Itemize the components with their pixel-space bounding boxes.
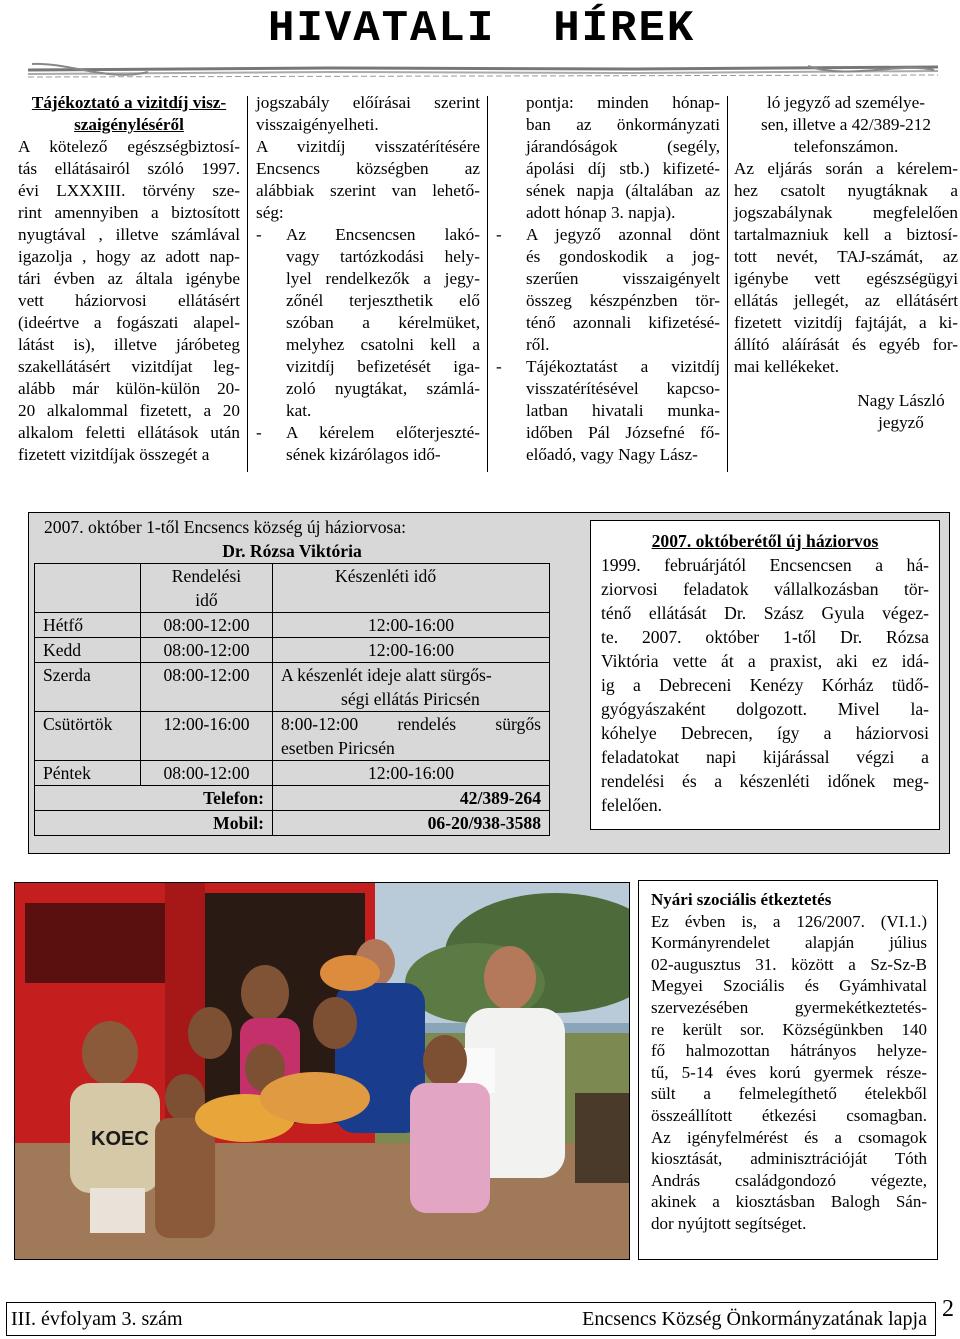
text-line: zoló nyugtákat, számlá- (286, 379, 480, 398)
text-line: rint amennyiben a biztosított (18, 203, 240, 222)
list-dash: - (496, 357, 502, 376)
new-doctor-box (590, 520, 940, 830)
hours-cell: 08:00-12:00 (141, 638, 273, 663)
table-header-empty (35, 564, 141, 613)
signature-title: jegyző (878, 413, 924, 432)
text-line: állító aláírását és egyéb for- (734, 335, 958, 354)
text-line: sen, illetve a 42/389-212 (761, 115, 931, 134)
summer-meals-box (638, 880, 938, 1260)
oncall-line1: 8:00-12:00 rendelés sürgős (281, 714, 541, 734)
text-line: és gondoskodik a jog- (526, 247, 720, 266)
text-line: szervezésében gyermekétkeztetés- (651, 997, 927, 1017)
text-line: sült a felmelegíthető ételekből (651, 1084, 927, 1104)
list-dash: - (256, 225, 262, 244)
text-line: Viktória vette át a praxist, aki ez idá- (601, 651, 929, 671)
text-line: vizitdíj befizetését iga- (286, 357, 480, 376)
hours-cell: 12:00-16:00 (141, 712, 273, 761)
text-line: melyhez csatolni kell a (286, 335, 480, 354)
table-row (35, 761, 550, 786)
text-line: tás ellátásairól szóló 1997. (18, 159, 240, 178)
text-line: Encsencs községben az (256, 159, 480, 178)
text-line: szakellátásért vizitdíjat leg- (18, 357, 240, 376)
text-line: Az eljárás során a kérelem- (734, 159, 958, 178)
text-line: kóhelye Debrecen, így a háziorvosi (601, 723, 929, 743)
oncall-line2: ségi ellátás Piricsén (341, 689, 480, 709)
table-row (35, 811, 550, 836)
text-line: összeállított étkezési csomagban. (651, 1105, 927, 1125)
oncall-cell: 12:00-16:00 (273, 761, 550, 786)
shirt-text: KOEC (91, 1128, 149, 1150)
vizitdij-article-col4 (734, 92, 958, 434)
text-line: tű, 5-14 éves korú gyermek része- (651, 1062, 927, 1082)
text-line: mai kellékeket. (734, 357, 839, 376)
text-line: fő halmozottan hátrányos helyze- (651, 1041, 927, 1061)
decorative-rule (28, 60, 938, 82)
column-divider (487, 96, 488, 472)
list-dash: - (496, 225, 502, 244)
column-divider (247, 96, 248, 472)
oncall-line2: esetben Piricsén (281, 738, 395, 758)
oncall-cell (273, 663, 550, 712)
text-line: évi LXXXIII. törvény sze- (18, 181, 240, 200)
table-row (35, 663, 550, 712)
text-line: vett háziorvosi ellátásért (18, 291, 240, 310)
text-line: ban az önkormányzati (526, 115, 720, 134)
mobile-value: 06-20/938-3588 (273, 811, 550, 836)
text-line: vagy tartózkodási hely- (286, 247, 480, 266)
page-title (268, 4, 695, 54)
title-word-2: HÍREK (553, 4, 696, 54)
doctor-name: Dr. Rózsa Viktória (222, 541, 362, 561)
schedule-intro: 2007. október 1-től Encsencs község új háziorvosa: (44, 517, 407, 537)
text-line: ség: (256, 203, 284, 222)
text-line: látást is), illetve járóbeteg (18, 335, 240, 354)
text-line: 20 alkalommal fizetett, a 20 (18, 401, 240, 420)
text-line: 1999. februárjától Encsencsen a há- (601, 555, 929, 575)
text-line: Kormányrendelet alapján július (651, 933, 927, 953)
text-line: ténő ellátását Dr. Szász Gyula végez- (601, 603, 929, 623)
text-line: kiosztását, adminisztrációját Tóth (651, 1149, 927, 1169)
text-line: lyel rendelkezők a jegy- (286, 269, 480, 288)
day-cell: Kedd (35, 638, 141, 663)
text-line: A vizitdíj visszatérítésére (256, 137, 480, 156)
text-line: visszaigényelheti. (256, 115, 379, 134)
mobile-label: Mobil: (35, 811, 273, 836)
text-line: ellátás jellegét, az ellátásért (734, 291, 958, 310)
text-line: nyugtával , illetve számlával (18, 225, 240, 244)
office-hours-panel (34, 515, 550, 835)
text-line: alább már külön-külön 20- (18, 379, 240, 398)
text-line: jogszabály előírásai szerint (256, 93, 480, 112)
text-line: telefonszámon. (793, 137, 899, 156)
text-line: ről. (526, 335, 550, 354)
text-line: felelően. (601, 795, 663, 815)
text-line: fizetett vizitdíjak összegét a (18, 445, 210, 464)
text-line: igazolja , hogy az adott nap- (18, 247, 240, 266)
text-line: ténő azonnali kifizetésé- (526, 313, 720, 332)
vizitdij-article-col3 (496, 92, 720, 466)
day-cell: Csütörtök (35, 712, 141, 761)
text-line: 02-augusztus 31. között a Sz-Sz-B (651, 954, 927, 974)
table-header-row (35, 564, 550, 613)
text-line: sének napja (általában az (526, 181, 720, 200)
text-line: A jegyző azonnal dönt (526, 225, 720, 244)
article-title-line2: szaigényléséről (74, 115, 184, 134)
text-line: feladatokat napi kijárással végzi a (601, 747, 929, 767)
hours-cell: 08:00-12:00 (141, 613, 273, 638)
text-line: latban hivatali munka- (526, 401, 720, 420)
day-cell: Péntek (35, 761, 141, 786)
table-row (35, 638, 550, 663)
signature-name: Nagy László (857, 391, 945, 410)
list-item (256, 224, 480, 422)
table-row (35, 786, 550, 811)
text-line: Az Encsencsen lakó- (286, 225, 480, 244)
vizitdij-article-col2 (256, 92, 480, 466)
hours-cell: 08:00-12:00 (141, 761, 273, 786)
text-line: összeg készpénzben tör- (526, 291, 720, 310)
header-hours-line1: Rendelési (171, 566, 242, 586)
text-line: gyógyászaként dolgozott. Mivel la- (601, 699, 929, 719)
photo-illustration (15, 883, 630, 1260)
text-line: adott hónap 3. napja). (526, 203, 676, 222)
text-line: Tájékoztatást a vizitdíj (526, 357, 720, 376)
food-distribution-photo (14, 882, 630, 1260)
day-cell: Hétfő (35, 613, 141, 638)
list-item (496, 356, 720, 466)
list-dash: - (256, 423, 262, 442)
list-item (256, 422, 480, 466)
vizitdij-article-col1 (18, 92, 240, 466)
box-title: Nyári szociális étkeztetés (651, 890, 832, 909)
text-line: előadó, vagy Nagy Lász- (526, 445, 698, 464)
text-line: járandóságok (segély, (526, 137, 720, 156)
oncall-cell: 12:00-16:00 (273, 638, 550, 663)
text-line: ziorvosi feladatok vállalkozásban tör- (601, 579, 929, 599)
text-line: A kötelező egészségbiztosí- (18, 137, 240, 156)
text-line: Az igényfelmérést és a csomagok (651, 1127, 927, 1147)
table-row (35, 712, 550, 761)
box-title: 2007. októberétől új háziorvos (651, 531, 879, 551)
phone-label: Telefon: (35, 786, 273, 811)
text-line: A kérelem előterjeszté- (286, 423, 480, 442)
table-header-oncall: Készenléti idő (273, 564, 550, 613)
office-hours-table (34, 563, 550, 836)
text-line: hez csatolt nyugtáknak a (734, 181, 958, 200)
article-title-line1: Tájékoztató a vizitdíj visz- (31, 93, 227, 112)
page-number: 2 (942, 1296, 954, 1322)
text-line: akinek a kiosztásban Balogh Sán- (651, 1192, 927, 1212)
masthead (0, 0, 960, 56)
day-cell: Szerda (35, 663, 141, 712)
text-line: ig a Debreceni Kenézy Kórház tüdő- (601, 675, 929, 695)
text-line: időben Pál Józsefné fő- (526, 423, 720, 442)
text-line: Megyei Szociális és Gyámhivatal (651, 976, 927, 996)
text-line: visszatérítésével kapcso- (526, 379, 720, 398)
text-line: alábbiak szerint van lehető- (256, 181, 480, 200)
column-divider (727, 96, 728, 472)
oncall-line1: A készenlét ideje alatt sürgős- (281, 665, 492, 685)
text-line: Ez évben is, a 126/2007. (VI.1.) (651, 911, 927, 931)
text-line: tartalmazniuk kell a biztosí- (734, 225, 958, 244)
text-line: tári évben az általa igénybe (18, 269, 240, 288)
text-line: (ideértve a fogászati alapel- (18, 313, 240, 332)
text-line: fizetett vizitdíj fajtáját, a ki- (734, 313, 958, 332)
text-line: sének kizárólagos idő- (286, 445, 441, 464)
oncall-cell: 12:00-16:00 (273, 613, 550, 638)
text-line: zőnél terjeszthetik elő (286, 291, 480, 310)
text-line: igénybe vett egészségügyi (734, 269, 958, 288)
issue-info: III. évfolyam 3. szám (11, 1308, 183, 1330)
text-line: tott nevét, TAJ-számát, az (734, 247, 958, 266)
table-header-hours (141, 564, 273, 613)
text-line: rendelési és a készenléti időnek meg- (601, 771, 929, 791)
text-line: szóban a kérelmüket, (286, 313, 480, 332)
text-line: András családgondozó végezte, (651, 1170, 927, 1190)
list-item (496, 224, 720, 356)
text-line: dor nyújtott segítséget. (651, 1213, 807, 1233)
hours-cell: 08:00-12:00 (141, 663, 273, 712)
text-line: jogszabálynak megfelelően (734, 203, 958, 222)
title-word-1: HIVATALI (268, 4, 496, 54)
text-line: ló jegyző ad személye- (767, 93, 925, 112)
table-row (35, 613, 550, 638)
header-hours-line2: idő (195, 590, 218, 610)
text-line: szerűen visszaigényelt (526, 269, 720, 288)
publication-name: Encsencs Község Önkormányzatának lapja (582, 1308, 927, 1330)
text-line: kat. (286, 401, 312, 420)
text-line: te. 2007. október 1-től Dr. Rózsa (601, 627, 929, 647)
text-line: ápolási díj stb.) kifizeté- (526, 159, 720, 178)
footer-bar (6, 1302, 936, 1336)
phone-value: 42/389-264 (273, 786, 550, 811)
text-line: re került sor. Községünkben 140 (651, 1019, 927, 1039)
oncall-cell (273, 712, 550, 761)
text-line: pontja: minden hónap- (526, 93, 720, 112)
text-line: alkalom feletti ellátások után (18, 423, 240, 442)
